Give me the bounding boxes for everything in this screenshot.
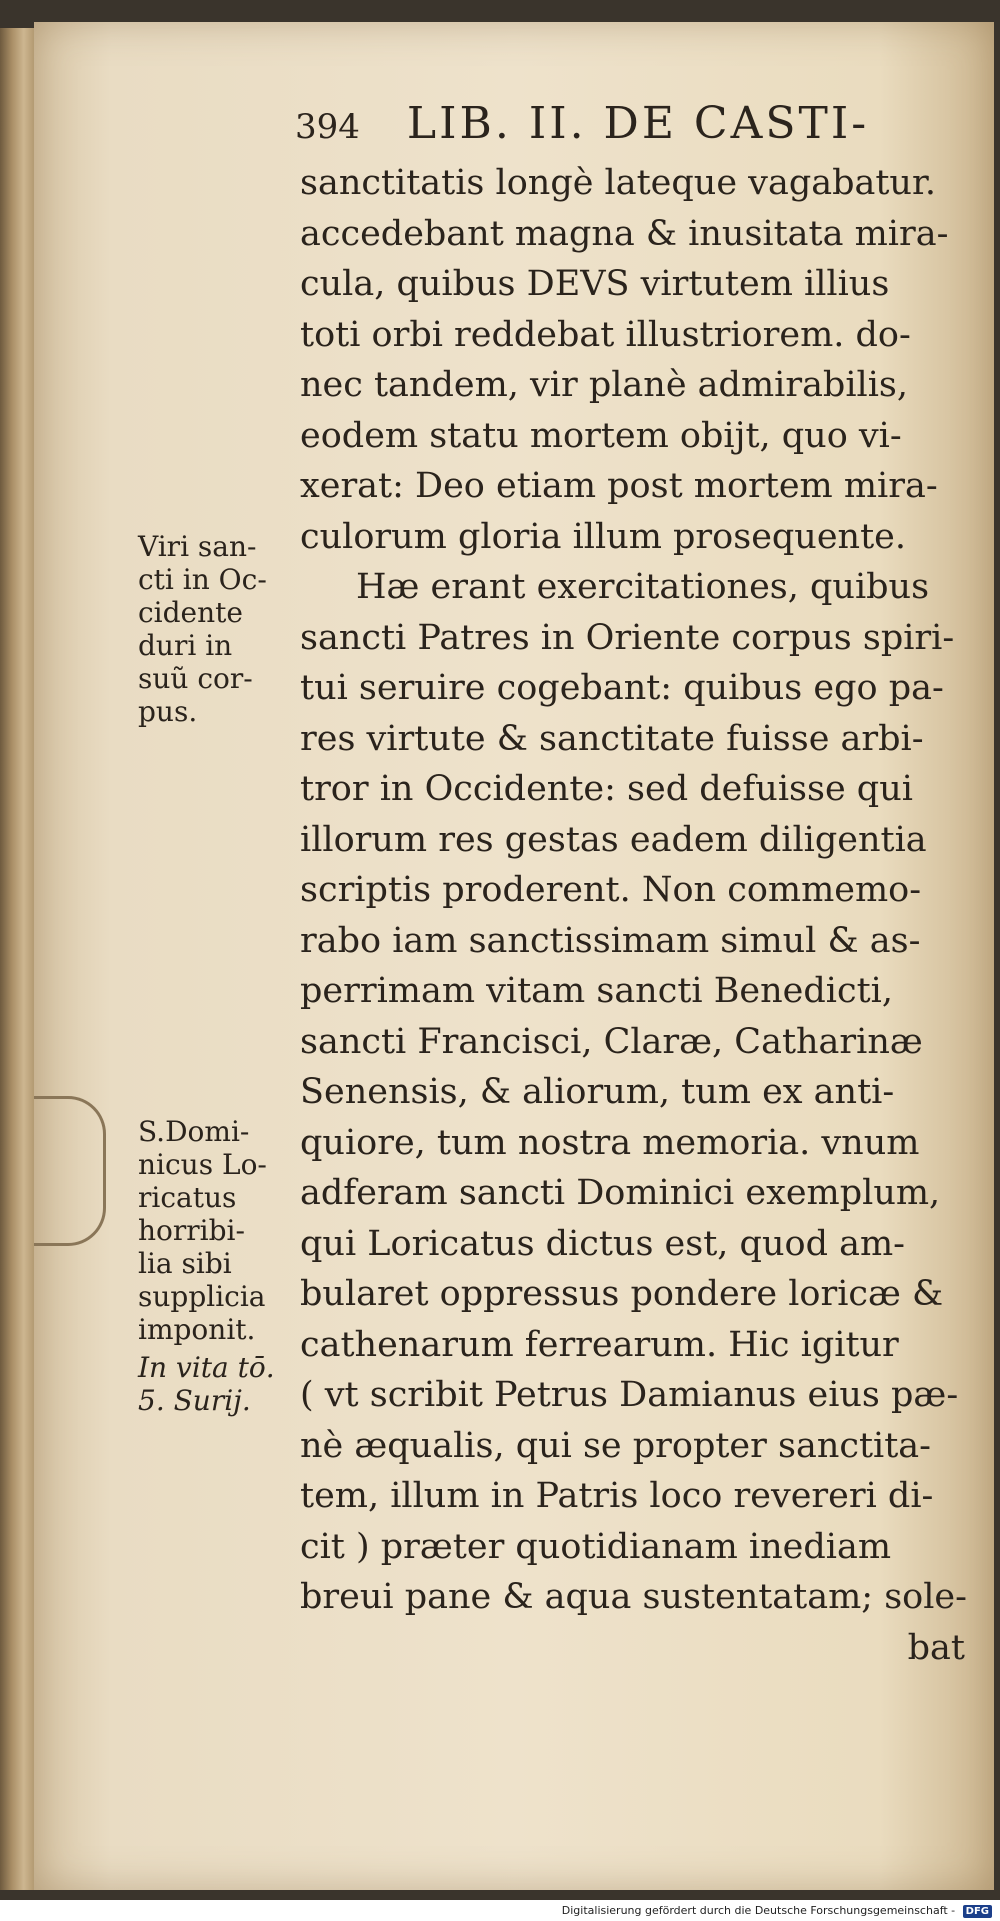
marginal-line: supplicia: [138, 1280, 266, 1313]
text-line: scriptis proderent. Non commemo-: [300, 870, 922, 910]
footer-credit: Digitalisierung gefördert durch die Deutsche Forschungsgemeinschaft -: [561, 1904, 956, 1917]
text-line: sancti Francisci, Claræ, Catharinæ: [300, 1021, 923, 1062]
marginal-line: nicus Lo-: [138, 1148, 267, 1181]
running-header: [295, 98, 935, 148]
text-line: qui Loricatus dictus est, quod am-: [300, 1223, 905, 1264]
text-line: illorum res gestas eadem diligentia: [300, 819, 927, 860]
text-line: nec tandem, vir planè admirabilis,: [300, 365, 909, 405]
marginal-note-viri-sancti: [138, 530, 288, 728]
text-line: tui seruire cogebant: quibus ego pa-: [300, 668, 944, 708]
text-line: toti orbi reddebat illustriorem. do-: [300, 314, 911, 355]
text-line: sancti Patres in Oriente corpus spiri-: [300, 617, 955, 658]
marginal-reference-surius: [138, 1351, 288, 1417]
marginal-line: imponit.: [138, 1313, 256, 1346]
text-line: perrimam vitam sancti Benedicti,: [300, 971, 893, 1011]
text-line: res virtute & sanctitate fuisse arbi-: [300, 718, 924, 759]
marginal-line: horribi-: [138, 1214, 245, 1247]
dfg-logo: DFG: [963, 1905, 992, 1918]
marginal-line: cidente: [138, 596, 243, 629]
text-line: adferam sancti Dominici exemplum,: [300, 1173, 941, 1213]
text-line: bularet oppressus pondere loricæ &: [300, 1274, 944, 1314]
text-line: cula, quibus DEVS virtutem illius: [300, 264, 890, 304]
text-line: tem, illum in Patris loco revereri di-: [300, 1476, 934, 1516]
marginal-line: pus.: [138, 695, 198, 728]
marginal-line: In vita tō.: [138, 1351, 275, 1384]
page-number: 394: [295, 107, 360, 147]
text-line: breui pane & aqua sustentatam; sole-: [300, 1577, 967, 1617]
marginal-line: ricatus: [138, 1181, 237, 1214]
book-binding: [0, 28, 34, 1890]
text-line: tror in Occidente: sed defuisse qui: [300, 769, 913, 809]
page-clip-marker: [34, 1096, 106, 1246]
text-line: culorum gloria illum prosequente.: [300, 516, 907, 557]
text-line: eodem statu mortem obijt, quo vi-: [300, 415, 902, 456]
text-line: xerat: Deo etiam post mortem mira-: [300, 466, 938, 506]
text-line: Senensis, & aliorum, tum ex anti-: [300, 1072, 895, 1112]
catchword: bat: [907, 1627, 965, 1668]
marginal-line: Viri san-: [138, 530, 257, 563]
text-line: nè æqualis, qui se propter sanctita-: [300, 1425, 931, 1466]
main-text-block: [300, 158, 965, 1673]
running-title: LIB. II. DE CASTI-: [406, 98, 870, 149]
marginal-line: S.Domi-: [138, 1115, 250, 1148]
text-line: cit ) præter quotidianam inediam: [300, 1526, 892, 1567]
text-line: cathenarum ferrearum. Hic igitur: [300, 1324, 899, 1365]
text-line: Hæ erant exercitationes, quibus: [356, 567, 930, 607]
text-line: quiore, tum nostra memoria. vnum: [300, 1122, 920, 1163]
text-line: ( vt scribit Petrus Damianus eius pæ-: [300, 1375, 959, 1415]
marginal-note-s-dominicus: [138, 1115, 288, 1346]
text-line: rabo iam sanctissimam simul & as-: [300, 920, 921, 961]
text-line: sanctitatis longè lateque vagabatur.: [300, 163, 936, 203]
marginal-line: cti in Oc-: [138, 563, 267, 596]
text-line: accedebant magna & inusitata mira-: [300, 213, 949, 254]
marginal-line: duri in: [138, 629, 233, 662]
marginal-line: 5. Surij.: [138, 1384, 251, 1417]
marginal-line: suũ cor-: [138, 662, 253, 695]
marginal-line: lia sibi: [138, 1247, 232, 1280]
digitization-footer: [0, 1900, 1000, 1921]
